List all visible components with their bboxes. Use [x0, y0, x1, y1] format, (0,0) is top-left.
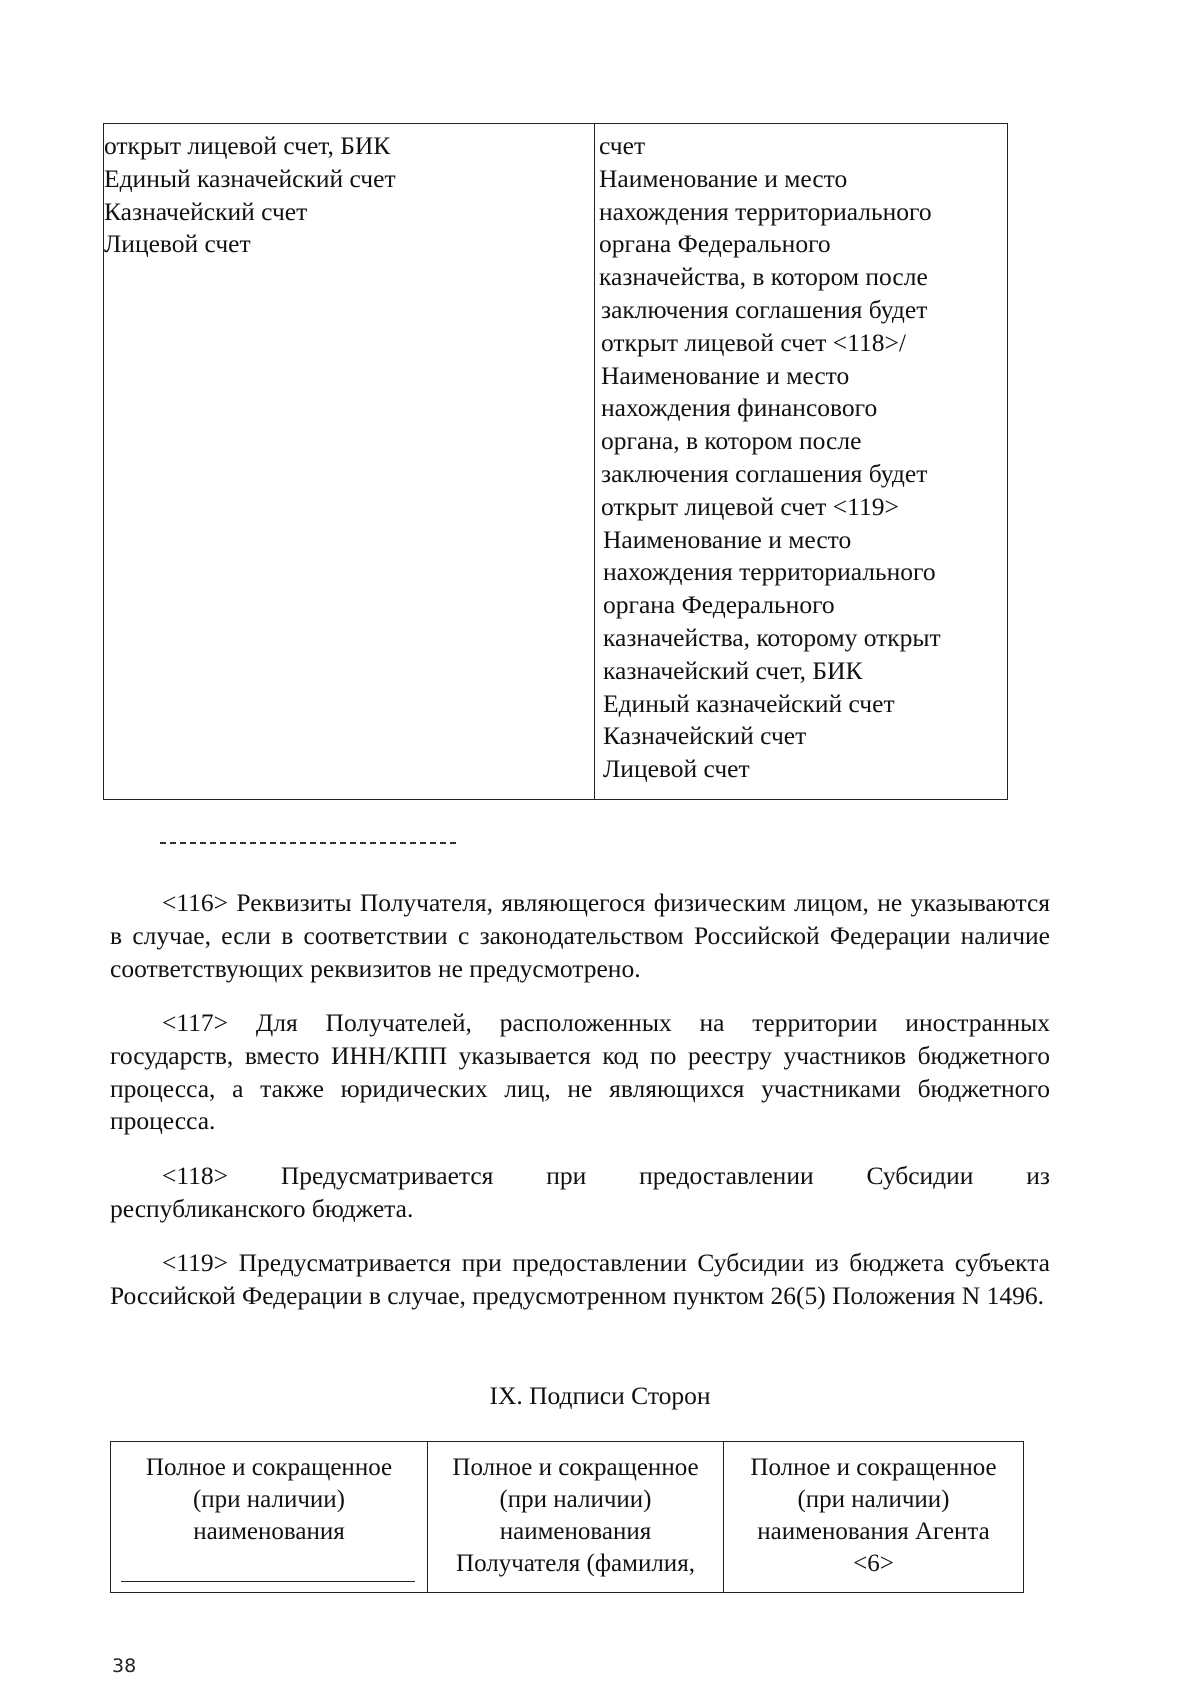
signature-col1-line: (при наличии) [192, 1486, 346, 1513]
signature-col2-line: (при наличии) [499, 1486, 652, 1513]
right-cell-line: Наименование и место [599, 163, 848, 193]
right-cell-line: открыт лицевой счет <119> [601, 491, 899, 521]
footnote-117: <117> Для Получателей, расположенных на территории иностранных государств, вместо ИНН/КПП указывается код по реестру участников бюджетного процесса, а также юридических лиц, не являющихся участниками бюджетного процесса. [110, 1008, 1050, 1136]
signature-col1-line: наименования [193, 1518, 345, 1545]
right-cell-line: органа Федерального [599, 229, 831, 259]
signature-col2-line: Получателя (фамилия, [456, 1550, 695, 1577]
footnote-118-continuation: республиканского бюджета. [110, 1194, 414, 1223]
right-cell-line: заключения соглашения будет [601, 294, 928, 324]
signature-col2-line: наименования [499, 1518, 652, 1545]
footnote-118: <118> Предусматривается при предоставлении Субсидии из [162, 1161, 1050, 1190]
signature-col3-line: (при наличии) [797, 1486, 950, 1513]
signatures-table [110, 1441, 1024, 1593]
right-cell-line: Лицевой счет [603, 754, 750, 784]
right-cell-line: органа Федерального [603, 590, 835, 620]
table-column-divider [594, 124, 595, 799]
right-cell-line: Наименование и место [601, 360, 850, 390]
footnote-116: <116> Реквизиты Получателя, являющегося физическим лицом, не указываются в случае, если в соответствии с законодательством Российской Федерации наличие соответствующих реквизитов не предусмотрено. [110, 888, 1050, 983]
left-cell-line: Единый казначейский счет [104, 163, 396, 193]
signature-col3-line: <6> [853, 1550, 894, 1577]
left-cell-line: Казначейский счет [104, 196, 308, 226]
right-cell-line: Наименование и место [603, 524, 852, 554]
requisites-table-left-cell [104, 130, 590, 261]
right-cell-line: открыт лицевой счет <118>/ [601, 327, 906, 357]
signature-column-1 [111, 1442, 427, 1592]
right-cell-line: казначейский счет, БИК [603, 655, 863, 685]
right-cell-line: Казначейский счет [603, 721, 807, 751]
requisites-table [103, 123, 1008, 800]
requisites-table-right-cell [596, 130, 1006, 786]
footnote-separator [160, 842, 456, 844]
footnote-119: <119> Предусматривается при предоставлении Субсидии из бюджета субъекта Российской Федерации в случае, предусмотренном пунктом 26(5) Положения N 1496. [110, 1248, 1050, 1310]
right-cell-line: заключения соглашения будет [601, 458, 928, 488]
signature-column-3 [723, 1442, 1023, 1592]
right-cell-line: казначейства, которому открыт [603, 622, 941, 652]
left-cell-line: открыт лицевой счет, БИК [104, 131, 391, 160]
signature-underline [121, 1581, 415, 1582]
right-cell-line: нахождения территориального [599, 196, 932, 226]
right-cell-line: казначейства, в котором после [599, 262, 928, 292]
right-cell-line: нахождения территориального [603, 557, 936, 587]
section-title: IX. Подписи Сторон [489, 1381, 711, 1410]
right-cell-line: нахождения финансового [601, 393, 878, 423]
signature-col3-line: наименования Агента [757, 1518, 990, 1545]
right-cell-line: счет [599, 131, 646, 160]
right-cell-line: органа, в котором после [601, 426, 862, 456]
signature-col2-line: Полное и сокращенное [452, 1454, 699, 1481]
signature-col3-line: Полное и сокращенное [750, 1454, 997, 1481]
signature-col1-line: Полное и сокращенное [145, 1454, 393, 1481]
signature-column-2 [427, 1442, 723, 1592]
left-cell-line: Лицевой счет [104, 229, 251, 259]
right-cell-line: Единый казначейский счет [603, 688, 895, 718]
page-number: 38 [112, 1655, 137, 1677]
